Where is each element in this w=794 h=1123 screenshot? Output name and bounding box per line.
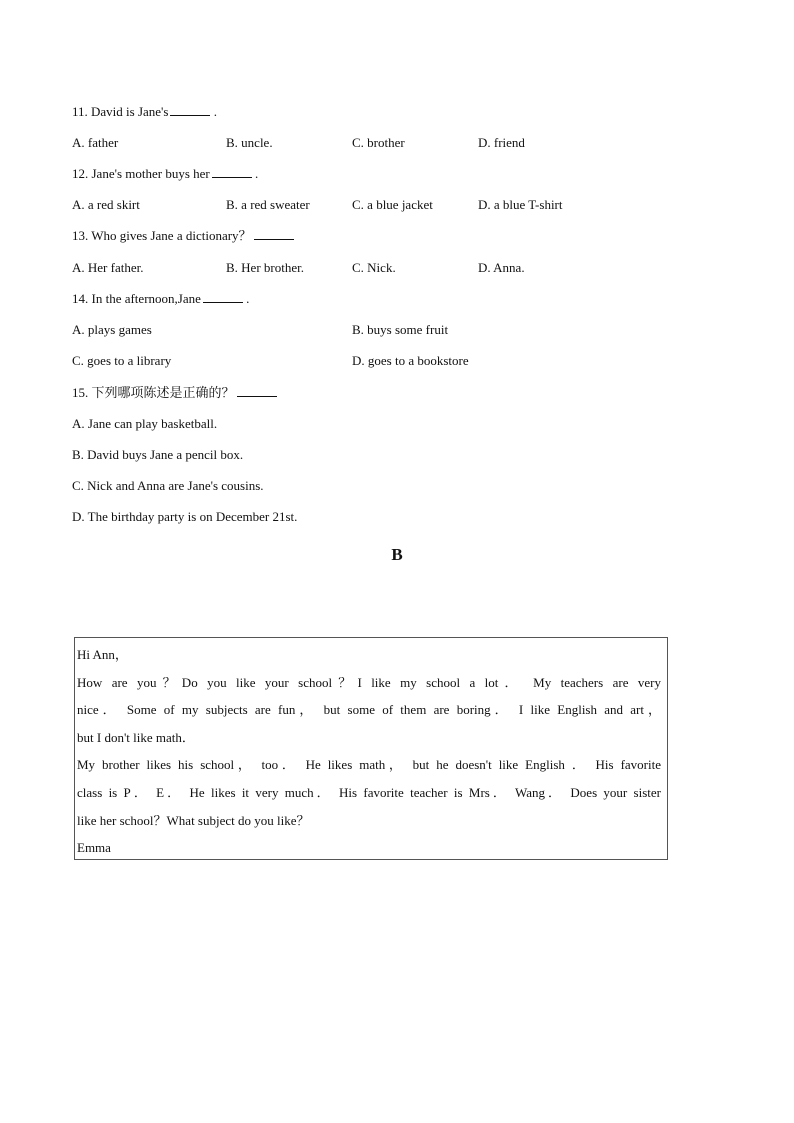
question-13-stem: [72, 228, 294, 244]
question-14-option-a: A. plays games: [72, 322, 152, 337]
question-12-stem: [72, 166, 258, 182]
question-11-option-d: D. friend: [478, 135, 525, 150]
question-stem-text: 15. 下列哪项陈述是正确的？: [72, 385, 235, 400]
letter-line: nice． Some of my subjects are fun， but some of them are boring． I like English and art，: [77, 702, 661, 718]
letter-line: My brother likes his school， too． He likes math， but he doesn't like English ． His favorite: [77, 757, 661, 773]
question-14-option-d: D. goes to a bookstore: [352, 353, 469, 368]
question-12-option-a: A. a red skirt: [72, 197, 140, 212]
section-heading: B: [391, 545, 403, 564]
letter-line: like her school？What subject do you like？: [77, 812, 310, 828]
question-12-option-d: D. a blue T-shirt: [478, 197, 563, 212]
question-13-option-a: A. Her father.: [72, 260, 144, 275]
question-stem-tail: .: [242, 291, 250, 306]
question-14-option-b: B. buys some fruit: [352, 322, 449, 337]
question-15-option-b: B. David buys Jane a pencil box.: [72, 447, 244, 462]
question-12-option-b: B. a red sweater: [226, 197, 310, 212]
letter-line: class is P． E． He likes it very much． His favorite teacher is Mrs． Wang． Does your sister: [77, 784, 661, 800]
question-11-option-b: B. uncle.: [226, 135, 273, 150]
question-15-stem: [72, 385, 277, 401]
question-13-option-c: C. Nick.: [352, 260, 396, 275]
question-15-option-d: D. The birthday party is on December 21st.: [72, 509, 298, 524]
answer-blank[interactable]: [254, 228, 294, 240]
question-15-option-c: C. Nick and Anna are Jane's cousins.: [72, 478, 264, 493]
question-11-option-c: C. brother: [352, 135, 405, 150]
question-stem-tail: .: [210, 104, 217, 119]
question-14-option-c: C. goes to a library: [72, 353, 172, 368]
question-15-option-a: A. Jane can play basketball.: [72, 416, 218, 431]
letter-line: but I don't like math．: [77, 729, 195, 745]
question-11-stem: [72, 104, 217, 120]
question-13-option-b: B. Her brother.: [226, 260, 304, 275]
question-stem-tail: .: [251, 166, 259, 181]
answer-blank[interactable]: [203, 291, 243, 303]
question-stem-text: 11. David is Jane's: [72, 104, 169, 119]
question-13-option-d: D. Anna.: [478, 260, 525, 275]
answer-blank[interactable]: [212, 166, 252, 178]
letter-line: How are you？Do you like your school？I like my school a lot． My teachers are very: [77, 674, 661, 690]
letter-box: [74, 637, 668, 860]
question-11-option-a: A. father: [72, 135, 119, 150]
letter-line: Hi Ann，: [77, 647, 128, 662]
answer-blank[interactable]: [170, 104, 210, 116]
question-12-option-c: C. a blue jacket: [352, 197, 433, 212]
letter-signature: Emma: [77, 840, 111, 856]
question-stem-text: 13. Who gives Jane a dictionary？: [72, 228, 252, 243]
question-stem-text: 14. In the afternoon,Jane: [72, 291, 201, 306]
question-14-stem: [72, 291, 249, 307]
answer-blank[interactable]: [237, 385, 277, 397]
question-stem-text: 12. Jane's mother buys her: [72, 166, 210, 181]
